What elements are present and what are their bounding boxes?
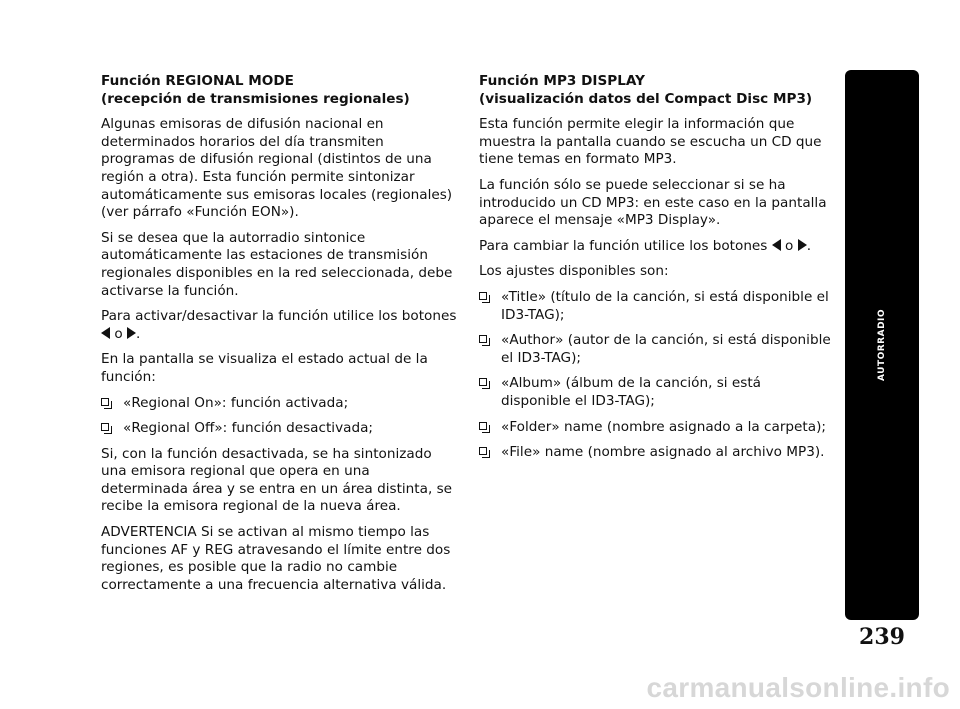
paragraph-text: Para cambiar la función utilice los botones <box>479 237 768 254</box>
chapter-side-tab <box>845 70 919 620</box>
box-bullet-icon <box>479 335 487 343</box>
list-item-text: «Author» (autor de la canción, si está disponible el ID3-TAG); <box>501 332 831 366</box>
heading-line: Función MP3 DISPLAY <box>479 73 645 89</box>
paragraph: En la pantalla se visualiza el estado actual de la función: <box>101 351 428 385</box>
list-item-text: «Regional On»: función activada; <box>123 394 349 411</box>
list-item-text: «Regional Off»: función desactivada; <box>123 420 373 437</box>
connector-text: o <box>785 237 794 254</box>
list-item <box>101 420 457 438</box>
right-arrow-icon <box>127 327 136 339</box>
paragraph: Si, con la función desactivada, se ha sintonizado una emisora regional que opera en una determinada área y se entra en un área distinta, se recibe la emisora regional de la nueva área. <box>101 445 453 515</box>
list-item-text: «Album» (álbum de la canción, si está disponible el ID3-TAG); <box>501 375 762 409</box>
heading-line: Función REGIONAL MODE <box>101 73 294 89</box>
box-bullet-icon <box>479 422 487 430</box>
paragraph-text: Para activar/desactivar la función utilice los botones <box>101 308 457 325</box>
paragraph: Esta función permite elegir la información que muestra la pantalla cuando se escucha un CD que tiene temas en formato MP3. <box>479 116 822 168</box>
box-bullet-icon <box>101 423 109 431</box>
period-text: . <box>135 325 141 342</box>
section-heading-mp3-display <box>479 73 831 108</box>
left-arrow-icon <box>101 327 110 339</box>
chapter-label: AUTORRADIO <box>877 308 887 382</box>
list-item <box>479 375 831 410</box>
list-item <box>479 444 831 462</box>
list-item <box>479 332 831 367</box>
list-item <box>479 289 831 324</box>
right-arrow-icon <box>798 239 807 251</box>
box-bullet-icon <box>479 447 487 455</box>
paragraph-buttons <box>479 238 831 256</box>
paragraph-buttons <box>101 308 457 343</box>
paragraph: Los ajustes disponibles son: <box>479 263 669 280</box>
heading-line: (recepción de transmisiones regionales) <box>101 90 410 107</box>
section-heading-regional-mode <box>101 73 457 108</box>
connector-text: o <box>114 325 123 342</box>
heading-line: (visualización datos del Compact Disc MP3) <box>479 90 813 107</box>
paragraph: Si se desea que la autorradio sintonice automáticamente las estaciones de transmisión regionales disponibles en la red seleccionada, debe activarse la función. <box>101 229 453 299</box>
watermark: carmanualsonline.info <box>646 672 950 703</box>
paragraph: La función sólo se puede seleccionar si se ha introducido un CD MP3: en este caso en la pantalla aparece el mensaje «MP3 Display». <box>479 176 827 229</box>
list-item-text: «Title» (título de la canción, si está disponible el ID3-TAG); <box>501 288 829 323</box>
box-bullet-icon <box>479 292 487 300</box>
right-column <box>479 73 831 470</box>
bullet-list <box>479 289 831 462</box>
left-column <box>101 73 457 602</box>
list-item <box>101 395 457 413</box>
list-item-text: «File» name (nombre asignado al archivo MP3). <box>501 444 825 461</box>
list-item-text: «Folder» name (nombre asignado a la carpeta); <box>501 418 826 435</box>
page-number: 239 <box>859 624 905 650</box>
bullet-list <box>101 395 457 438</box>
left-arrow-icon <box>772 239 781 251</box>
list-item <box>479 419 831 437</box>
period-text: . <box>806 237 812 254</box>
box-bullet-icon <box>479 378 487 386</box>
box-bullet-icon <box>101 398 109 406</box>
paragraph-warning: ADVERTENCIA Si se activan al mismo tiempo las funciones AF y REG atravesando el límite entre dos regiones, es posible que la radio no cambie correctamente a una frecuencia alternativa válida. <box>101 524 451 593</box>
paragraph: Algunas emisoras de difusión nacional en determinados horarios del día transmiten programas de difusión regional (distintos de una región a otra). Esta función permite sintonizar automáticamente sus emisoras locales (regionales) (ver párrafo «Función EON»). <box>101 116 453 221</box>
